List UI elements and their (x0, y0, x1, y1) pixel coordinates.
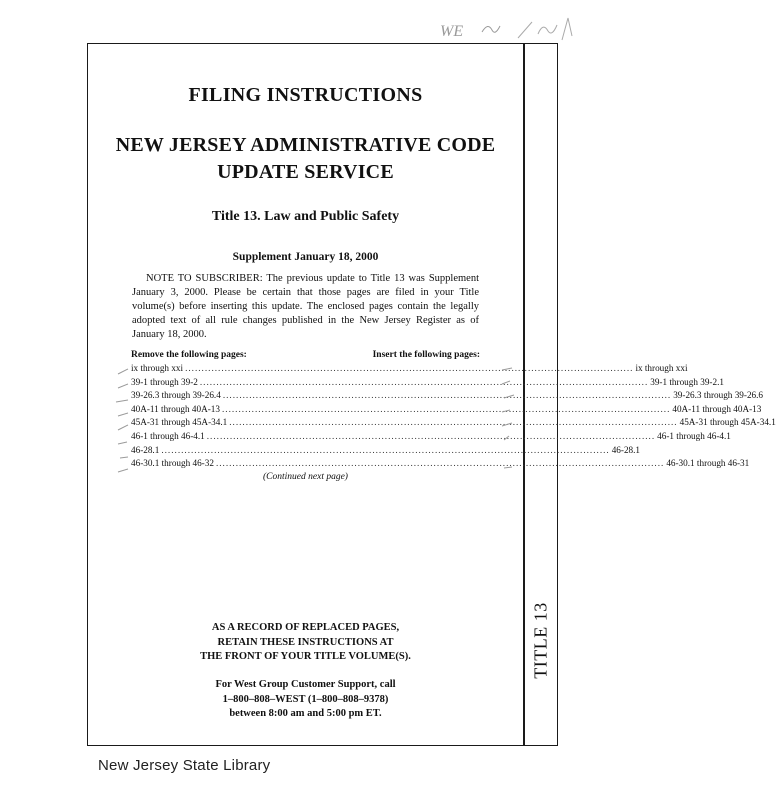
insert-header: Insert the following pages: (372, 350, 480, 360)
tab-label: TITLE 13 (530, 601, 551, 679)
insert-pages: 40A-11 through 40A-13 (672, 403, 762, 414)
insert-pages: 46-1 through 46-4.1 (657, 430, 731, 441)
dot-leader: ........................................................................................................................................ (229, 417, 678, 428)
remove-pages: 39-1 through 39-2 (131, 376, 198, 387)
handwriting-text: WE (440, 23, 464, 40)
dot-leader: ........................................................................................................................................ (221, 403, 671, 414)
title-subject: Title 13. Law and Public Safety (211, 209, 400, 224)
record-instructions (88, 621, 523, 665)
subscriber-note: NOTE TO SUBSCRIBER: The previous update to Title 13 was Supplement January 3, 2000. Please be certain that those pages are filed in your Title volume(s) before inserting this update. The enclosed pages contain the legally adopted text of all rule changes published in the New Jersey Register as of January 18, 2000. (132, 273, 479, 340)
support-phone: 1–800–808–WEST (1–800–808–9378) (222, 693, 389, 705)
insert-pages: 46-30.1 through 46-31 (666, 458, 750, 469)
remove-pages: 40A-11 through 40A-13 (131, 403, 220, 414)
code-title-line2: UPDATE SERVICE (217, 161, 394, 183)
remove-pages: 46-1 through 46-4.1 (131, 430, 205, 441)
remove-pages: 39-26.3 through 39-26.4 (131, 390, 221, 401)
record-line3: THE FRONT OF YOUR TITLE VOLUME(S). (200, 651, 411, 662)
title-tab (524, 560, 558, 720)
code-title-line1: NEW JERSEY ADMINISTRATIVE CODE (115, 134, 496, 156)
dot-leader: ........................................................................................................................................ (185, 363, 634, 373)
support-line1: For West Group Customer Support, call (215, 679, 396, 690)
insert-pages: 46-28.1 (611, 444, 641, 455)
code-title (88, 132, 523, 186)
continued-note: (Continued next page) (263, 472, 348, 482)
remove-header: Remove the following pages: (131, 350, 247, 360)
insert-pages: ix through xxi (635, 363, 688, 373)
insert-pages: 39-26.3 through 39-26.6 (673, 390, 764, 401)
remove-pages: 45A-31 through 45A-34.1 (131, 417, 228, 428)
support-hours: between 8:00 am and 5:00 pm ET. (229, 708, 382, 719)
dot-leader: ........................................................................................................................................ (206, 430, 656, 441)
pencil-tick-marks (110, 360, 520, 480)
record-line1: AS A RECORD OF REPLACED PAGES, (211, 622, 400, 633)
remove-pages: 46-28.1 (131, 444, 160, 455)
library-stamp: New Jersey State Library (98, 757, 271, 774)
supplement-date: Supplement January 18, 2000 (232, 251, 379, 263)
record-line2: RETAIN THESE INSTRUCTIONS AT (217, 636, 394, 648)
remove-pages: ix through xxi (131, 363, 184, 373)
dot-leader: ........................................................................................................................................ (199, 376, 649, 387)
dot-leader: ........................................................................................................................................ (222, 390, 672, 401)
table-header (131, 350, 480, 360)
remove-pages: 46-30.1 through 46-32 (131, 458, 214, 469)
insert-pages: 39-1 through 39-2.1 (650, 376, 724, 387)
customer-support (88, 678, 523, 722)
dot-leader: ........................................................................................................................................ (161, 444, 610, 455)
insert-pages: 45A-31 through 45A-34.1 (679, 417, 776, 428)
dot-leader: ........................................................................................................................................ (215, 458, 665, 469)
document-title: FILING INSTRUCTIONS (188, 84, 423, 106)
